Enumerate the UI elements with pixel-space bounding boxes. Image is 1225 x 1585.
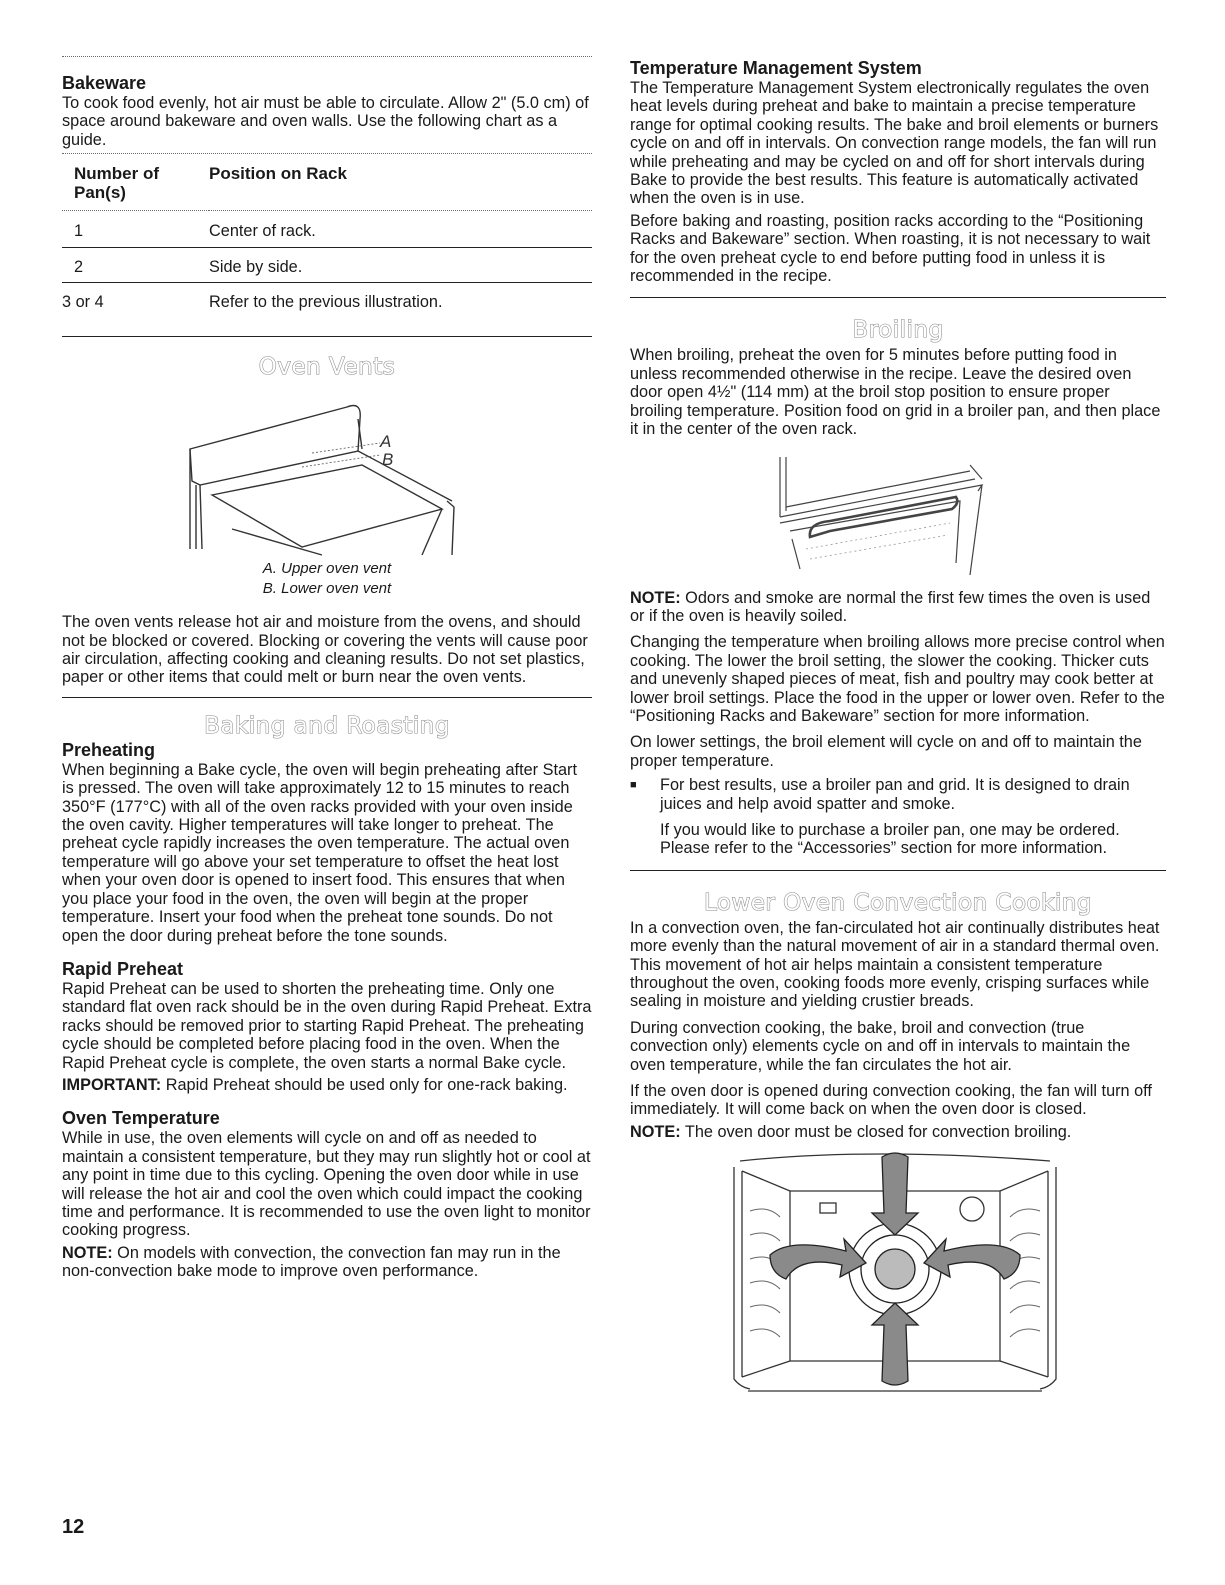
broiler-illustration bbox=[630, 451, 1166, 581]
oven-vent-drawing bbox=[62, 389, 592, 557]
tms-body-1: The Temperature Management System electronically regulates the oven heat levels during preheat and bake to maintain a precise temperature range for optimal cooking results. The bake and broil elements or burners cycle on and off in intervals. On convection range models, the fan will run while preheating and may be cycled on and off for short intervals during Bake to provide the best results. This feature is automatically activated when the oven is in use. bbox=[630, 79, 1159, 208]
convection-body-1: In a convection oven, the fan-circulated hot air continually distributes heat more evenly than the natural movement of air in a standard thermal oven. This movement of hot air helps maintain a consistent temperature throughout the oven, cooking foods more evenly, crisping surfaces while sealing in moisture and yielding crustier breads. bbox=[630, 918, 1160, 1011]
section-divider bbox=[62, 336, 592, 337]
tms-heading: Temperature Management System bbox=[630, 58, 922, 78]
oven-temperature-heading: Oven Temperature bbox=[62, 1108, 220, 1129]
top-divider bbox=[62, 56, 592, 57]
oven-vents-body: The oven vents release hot air and moisture from the ovens, and should not be blocked or covered. Blocking or covering the vents will cause poor air circulation, affecting cooking and cleaning results. Do not set plastics, paper or other items that could melt or burn near the oven vents. bbox=[62, 613, 588, 687]
oven-vents-title: Oven Vents bbox=[258, 354, 396, 381]
broiling-note: NOTE: Odors and smoke are normal the first few times the oven is used or if the oven is heavily soiled. bbox=[630, 588, 1151, 625]
oven-vents-illustration bbox=[62, 389, 592, 557]
section-divider bbox=[62, 697, 592, 698]
vent-label-a: A bbox=[380, 432, 392, 452]
bullet-square-icon: ■ bbox=[630, 779, 637, 792]
convection-note: NOTE: The oven door must be closed for convection broiling. bbox=[630, 1122, 1072, 1141]
convection-illustration bbox=[630, 1151, 1166, 1401]
table-row: 2 Side by side. bbox=[62, 248, 592, 283]
oven-temperature-body: While in use, the oven elements will cycle on and off as needed to maintain a consistent temperature, but they may run slightly hot or cool at any point in time due to this cycling. Opening the oven door while in use will release the hot air and cool the oven which could impact the cooking time and performance. It is recommended to use the oven light to monitor cooking progress. bbox=[62, 1129, 591, 1240]
section-divider bbox=[630, 297, 1166, 298]
pan-position-table bbox=[62, 154, 592, 332]
convection-title: Lower Oven Convection Cooking bbox=[703, 889, 1093, 916]
broiling-bullet-sub: If you would like to purchase a broiler pan, one may be ordered. Please refer to the “Accessories” section for more information. bbox=[660, 820, 1120, 858]
caption-upper-vent: A. Upper oven vent bbox=[262, 560, 392, 578]
list-item: ■ For best results, use a broiler pan and grid. It is designed to drain juices and help avoid spatter and smoke. bbox=[630, 776, 1130, 813]
left-column bbox=[62, 56, 592, 1285]
rapid-preheat-heading: Rapid Preheat bbox=[62, 958, 184, 979]
broiling-body-1: When broiling, preheat the oven for 5 minutes before putting food in unless recommended otherwise in the recipe. Leave the desired oven door open 4½" (114 mm) at the broil stop position to ensure proper broiling temperature. Position food on grid in a broiler pan, and then place it in the center of the oven rack. bbox=[630, 346, 1161, 439]
bakeware-intro: To cook food evenly, hot air must be able to circulate. Allow 2" (5.0 cm) of space around bakeware and oven walls. Use the following chart as a guide. bbox=[62, 94, 589, 149]
convection-body-2: During convection cooking, the bake, broil and convection (true convection only) elements cycle on and off in intervals to maintain the oven temperature, while the fan circulates the hot air. bbox=[630, 1018, 1131, 1074]
broiling-body-3: On lower settings, the broil element will cycle on and off to maintain the proper temperature. bbox=[630, 733, 1142, 770]
section-divider bbox=[630, 870, 1166, 871]
important-note: IMPORTANT: Rapid Preheat should be used only for one-rack baking. bbox=[62, 1075, 568, 1094]
table-row: 3 or 4 Refer to the previous illustration. bbox=[62, 293, 443, 312]
oven-vents-caption bbox=[62, 559, 592, 599]
table-header-number: Number of Pan(s) bbox=[74, 164, 159, 203]
caption-lower-vent: B. Lower oven vent bbox=[262, 580, 392, 598]
table-row: 1 Center of rack. bbox=[62, 211, 592, 248]
baking-title: Baking and Roasting bbox=[204, 712, 450, 739]
table-header-position: Position on Rack bbox=[209, 164, 347, 184]
convection-note: NOTE: On models with convection, the convection fan may run in the non-convection bake mode to improve oven performance. bbox=[62, 1243, 561, 1281]
preheating-body: When beginning a Bake cycle, the oven will begin preheating after Start is pressed. The oven will take approximately 12 to 15 minutes to reach 350°F (177°C) with all of the oven racks provided with your oven inside the oven cavity. Higher temperatures will take longer to preheat. The preheat cycle rapidly increases the oven temperature. The actual oven temperature will go above your set temperature to offset the heat lost when your oven door is opened to insert food. This ensures that when you place your food in the oven, the oven will begin at the proper temperature. Insert your food when the preheat tone sounds. Do not open the door during preheat before the tone sounds. bbox=[62, 760, 577, 945]
bakeware-heading: Bakeware bbox=[62, 73, 147, 93]
vent-label-b: B bbox=[382, 450, 394, 470]
convection-fan-drawing bbox=[630, 1151, 1166, 1401]
convection-body-3: If the oven door is opened during convection cooking, the fan will turn off immediately. It will come back on when the oven door is closed. bbox=[630, 1082, 1152, 1119]
page-number: 12 bbox=[62, 1516, 85, 1538]
tms-body-2: Before baking and roasting, position racks according to the “Positioning Racks and Bakeware” section. When roasting, it is not necessary to wait for the oven preheat cycle to end before putting food in unless it is recommended in the recipe. bbox=[630, 211, 1151, 286]
preheating-heading: Preheating bbox=[62, 739, 156, 760]
broiling-title: Broiling bbox=[852, 317, 944, 344]
broiling-body-2: Changing the temperature when broiling allows more precise control when cooking. The lower the broil setting, the slower the cooking. Thicker cuts and unevenly shaped pieces of meat, fish and poultry may cook better at lower broil settings. Place the food in the upper or lower oven. Refer to the “Positioning Racks and Bakeware” section for more information. bbox=[630, 633, 1165, 725]
oven-door-drawing bbox=[630, 451, 1166, 581]
right-column bbox=[630, 58, 1166, 1401]
rapid-preheat-body: Rapid Preheat can be used to shorten the preheating time. Only one standard flat oven rack should be in the oven during Rapid Preheat. Extra racks should be removed prior to starting Rapid Preheat. The preheating cycle should be completed before placing food in the oven. When the Rapid Preheat cycle is complete, the oven starts a normal Bake cycle. bbox=[62, 979, 592, 1072]
